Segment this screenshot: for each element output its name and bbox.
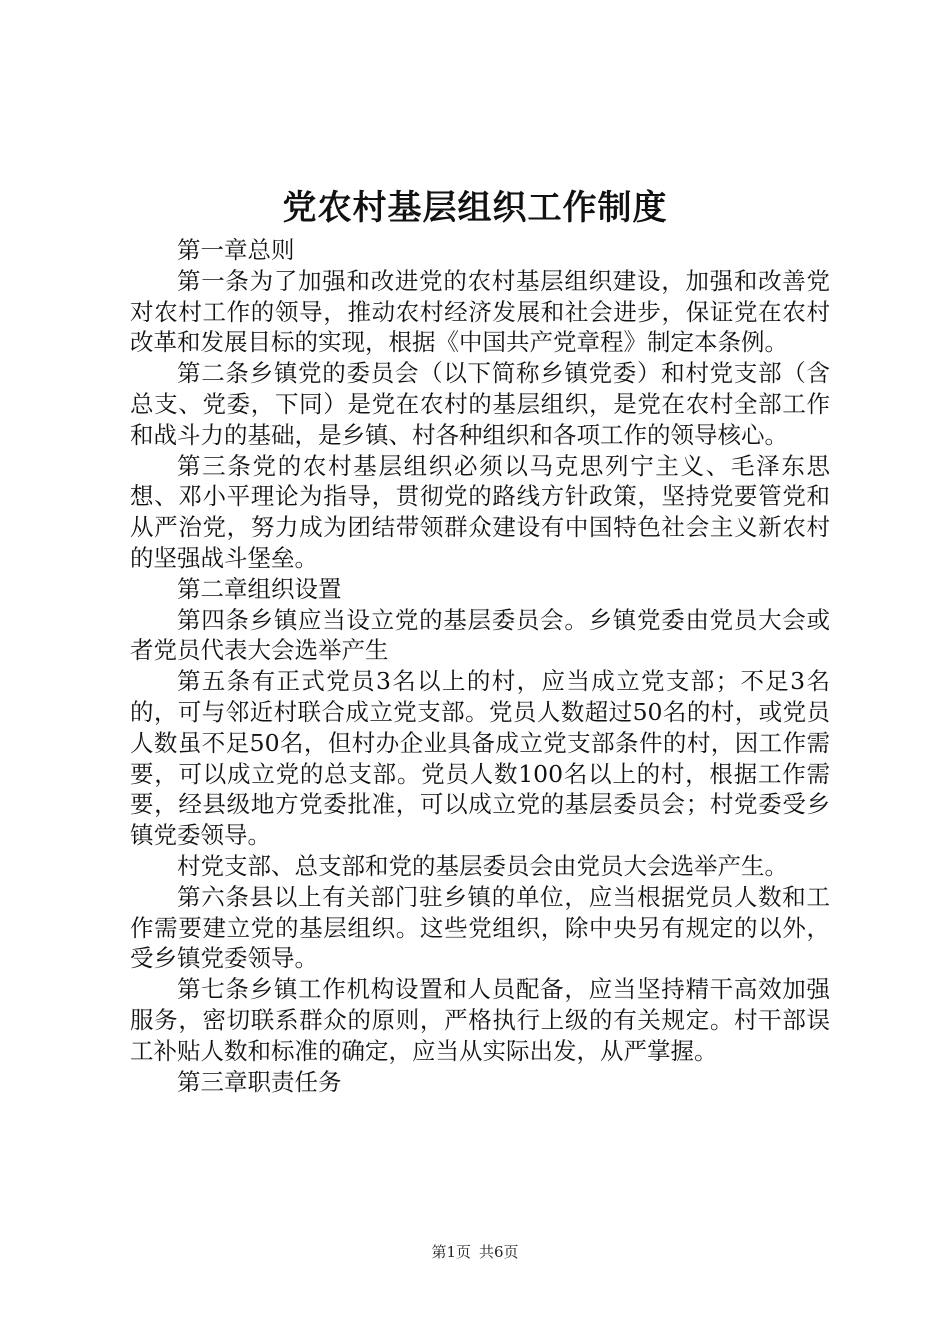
article-paragraph: 第四条乡镇应当设立党的基层委员会。乡镇党委由党员大会或者党员代表大会选举产生: [130, 605, 830, 665]
page-total: 共6页: [479, 1243, 519, 1261]
page-footer: [0, 1242, 950, 1262]
article-paragraph: 第三条党的农村基层组织必须以马克思列宁主义、毛泽东思想、邓小平理论为指导，贯彻党的路线方针政策，坚持党要管党和从严治党，努力成为团结带领群众建设有中国特色社会主义新农村的坚强战斗堡垒。: [130, 451, 830, 572]
article-paragraph: 第五条有正式党员3名以上的村，应当成立党支部；不足3名的，可与邻近村联合成立党支部。党员人数超过50名的村，或党员人数虽不足50名，但村办企业具备成立党支部条件的村，因工作需要，可以成立党的总支部。党员人数100名以上的村，根据工作需要，经县级地方党委批准，可以成立党的基层委员会；村党委受乡镇党委领导。: [130, 667, 830, 850]
article-paragraph: 第七条乡镇工作机构设置和人员配备，应当坚持精干高效加强服务，密切联系群众的原则，严格执行上级的有关规定。村干部误工补贴人数和标准的确定，应当从实际出发，从严掌握。: [130, 975, 830, 1065]
chapter-heading: 第二章组织设置: [177, 574, 342, 603]
document-title: 党农村基层组织工作制度: [282, 188, 668, 228]
chapter-heading: 第三章职责任务: [177, 1067, 342, 1096]
document-body: [130, 235, 830, 1097]
article-paragraph: 第二条乡镇党的委员会（以下简称乡镇党委）和村党支部（含总支、党委，下同）是党在农村的基层组织，是党在农村全部工作和战斗力的基础，是乡镇、村各种组织和各项工作的领导核心。: [130, 359, 830, 449]
chapter-heading: 第一章总则: [177, 236, 295, 264]
article-paragraph: 第六条县以上有关部门驻乡镇的单位，应当根据党员人数和工作需要建立党的基层组织。这些党组织，除中央另有规定的以外，受乡镇党委领导。: [130, 882, 830, 973]
article-paragraph: 村党支部、总支部和党的基层委员会由党员大会选举产生。: [177, 851, 788, 880]
article-paragraph: 第一条为了加强和改进党的农村基层组织建设，加强和改善党对农村工作的领导，推动农村经济发展和社会进步，保证党在农村改革和发展目标的实现，根据《中国共产党章程》制定本条例。: [130, 266, 830, 357]
page-number: 第1页: [431, 1243, 471, 1261]
